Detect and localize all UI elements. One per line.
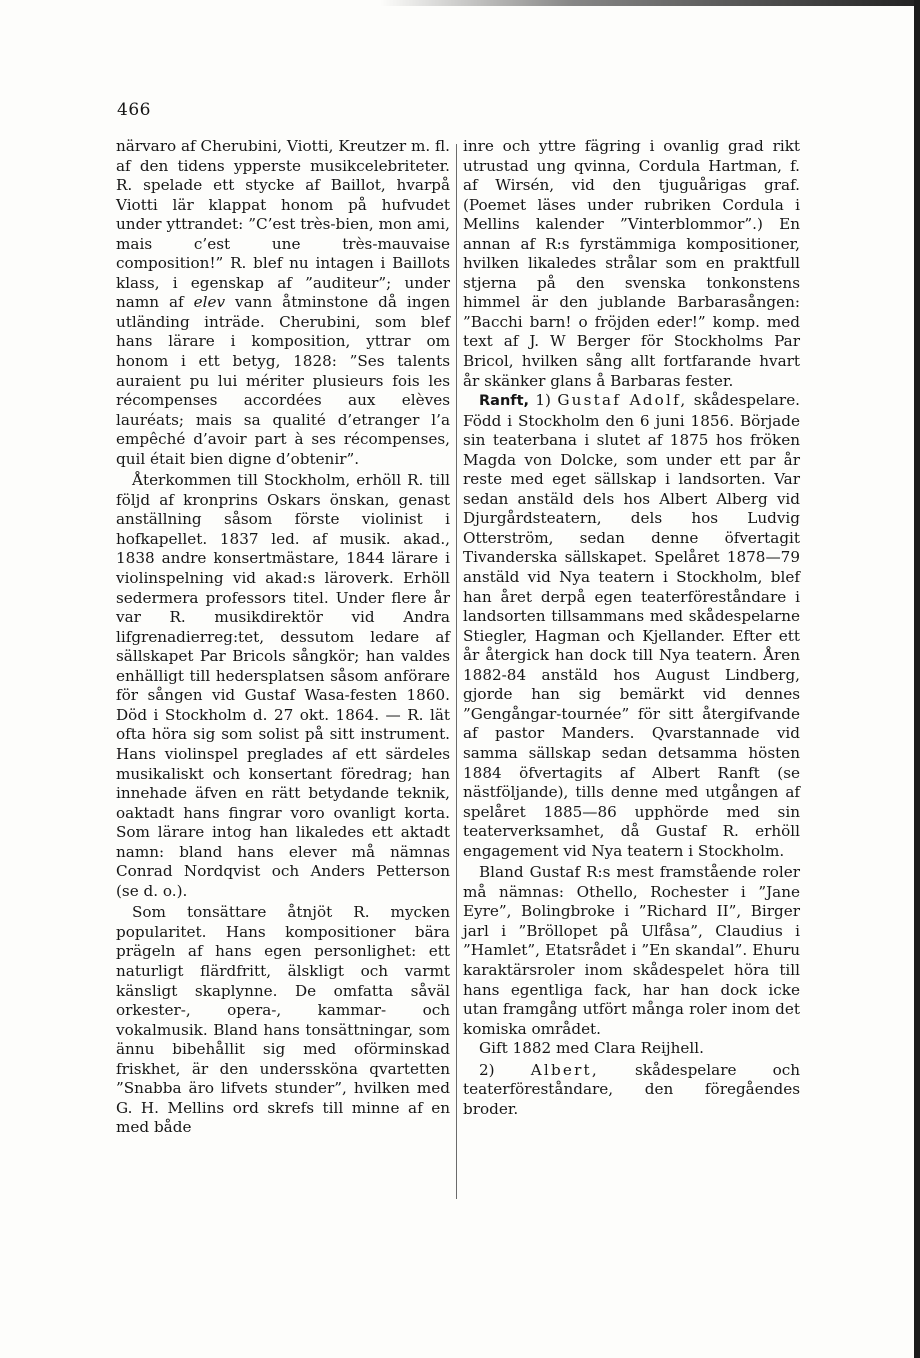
right-paragraph-1: inre och yttre fägring i ovanlig grad rikt utrustad ung qvinna, Cordula Hartman, f. af Wirsén, vid den tjuguårigas graf. (Poemet läses under rubriken Cordula i Mellins kalender ”Vinterblommor”.) En annan af R:s fyrstämmiga kompositioner, hvilken likaledes strålar som en praktfull stjerna på den svenska tonkonstens himmel är den jublande Barbarasången: ”Bacchi barn! o fröjden eder!” komp. med text af J. W Berger för Stockholms Par Bricol, hvilken sång allt fortfarande hvart år skänker glans å Barbaras fester. — [463, 137, 800, 390]
right-paragraph-roles: Bland Gustaf R:s mest framstående roler må nämnas: Othello, Rochester i ”Jane Eyre”, Bolingbroke i ”Richard II”, Birger jarl i ”Bröllopet på Ulfåsa”, Claudius i ”Hamlet”, Etatsrådet i ”En skandal”. Ehuru karaktärsroler inom skådespelet höra till hans egentliga fack, har han dock icke utan framgång utfört många roler inom det komiska området. — [463, 863, 800, 1038]
headword-ranft: Ranft, — [479, 393, 530, 410]
entry-ranft-gustaf-adolf: Ranft, 1) Gustaf Adolf, skådespelare. Född i Stockholm den 6 juni 1856. Började sin teaterbana i slutet af 1875 hos fröken Magda von Dolcke, som under ett par år reste med eget sällskap i landsorten. Var sedan anstäld dels hos Albert Alberg vid Djurgårdsteatern, dels hos Ludvig Otterström, sedan denne öfvertagit Tivanderska sällskapet. Spelåret 1878—79 anstäld vid Nya teatern i Stockholm, blef han året derpå egen teaterföreståndare i landsorten tillsammans med skådespelarne Stiegler, Hagman och Kjellander. Efter ett år återgick han dock till Nya teatern. Åren 1882-84 anstäld hos August Lindberg, gjorde han sig bemärkt vid dennes ”Gengångar-tournée” för sitt återgifvande af pastor Manders. Qvarstannade vid samma sällskap sedan detsamma hösten 1884 öfvertagits af Albert Ranft (se nästföljande), tills denne med utgången af spelåret 1885—86 upphörde med sin teaterverksamhet, då Gustaf R. erhöll engagement vid Nya teatern i Stockholm. — [463, 391, 801, 860]
entry-number-2: 2) — [479, 1060, 495, 1079]
page-number: 466 — [117, 100, 151, 120]
entry-albert: 2) Albert, skådespelare och teaterföreståndare, den föregåendes broder. — [463, 1060, 801, 1118]
right-column — [463, 137, 800, 1119]
italic-elev: elev — [193, 293, 226, 312]
column-divider — [456, 144, 457, 1199]
entry-name-albert: Albert, — [530, 1060, 599, 1079]
scan-edge-right — [914, 0, 920, 1358]
right-paragraph-marriage: Gift 1882 med Clara Reijhell. — [479, 1039, 704, 1058]
entry-number-1: 1) — [535, 391, 551, 410]
scan-edge-top — [380, 0, 920, 6]
left-paragraph-3: Som tonsättare åtnjöt R. mycken popularitet. Hans kompositioner bära prägeln af hans egen personlighet: ett naturligt flärdfritt, älskligt och varmt känsligt skaplynne. De omfatta såväl orkester-, opera-, kammar- och vokalmusik. Bland hans tonsättningar, som ännu bibehållit sig med oförminskad friskhet, är den underssköna qvartetten ”Snabba äro lifvets stunder”, hvilken med G. H. Mellins ord skrefs till minne af en med både — [116, 903, 450, 1137]
left-column — [116, 137, 450, 1138]
left-paragraph-1: närvaro af Cherubini, Viotti, Kreutzer m. fl. af den tidens ypperste musikcelebriteter. R. spelade ett stycke af Baillot, hvarpå Viotti lär klappat honom på hufvudet under yttrandet: ”C’est très-bien, mon ami, mais c’est une très-mauvaise composition!” R. blef nu intagen i Baillots klass, i egenskap af ”auditeur”; under namn af elev vann åtminstone då ingen utländing inträde. Cherubini, som blef hans lärare i komposition, yttrar om honom i ett betyg, 1828: ”Ses talents auraient pu lui mériter plusieurs fois les récompenses accordées aux elèves lauréats; mais sa qualité d’etranger l’a empêché d’avoir part à ses récompenses, quil était bien digne d’obtenir”. — [116, 137, 451, 468]
left-paragraph-2: Återkommen till Stockholm, erhöll R. till följd af kronprins Oskars önskan, genast anställning såsom förste violinist i hofkapellet. 1837 led. af musik. akad., 1838 andre konsertmästare, 1844 lärare i violinspelning vid akad:s läroverk. Erhöll sedermera professors titel. Under flere år var R. musikdirektör vid Andra lifgrenadierreg:tet, dessutom ledare af sällskapet Par Bricols sångkör; han valdes enhälligt till hedersplatsen såsom anförare för sången vid Gustaf Wasa-festen 1860. Död i Stockholm d. 27 okt. 1864. — R. lät ofta höra sig som solist på sitt instrument. Hans violinspel preglades af ett särdeles musikaliskt och konsertant föredrag; han innehade äfven en rätt betydande teknik, oaktadt hans fingrar voro ovanligt korta. Som lärare intog han likaledes ett aktadt namn: bland hans elever må nämnas Conrad Nordqvist och Anders Petterson (se d. o.). — [116, 471, 450, 900]
entry-name-gustaf-adolf: Gustaf Adolf, — [557, 391, 688, 410]
